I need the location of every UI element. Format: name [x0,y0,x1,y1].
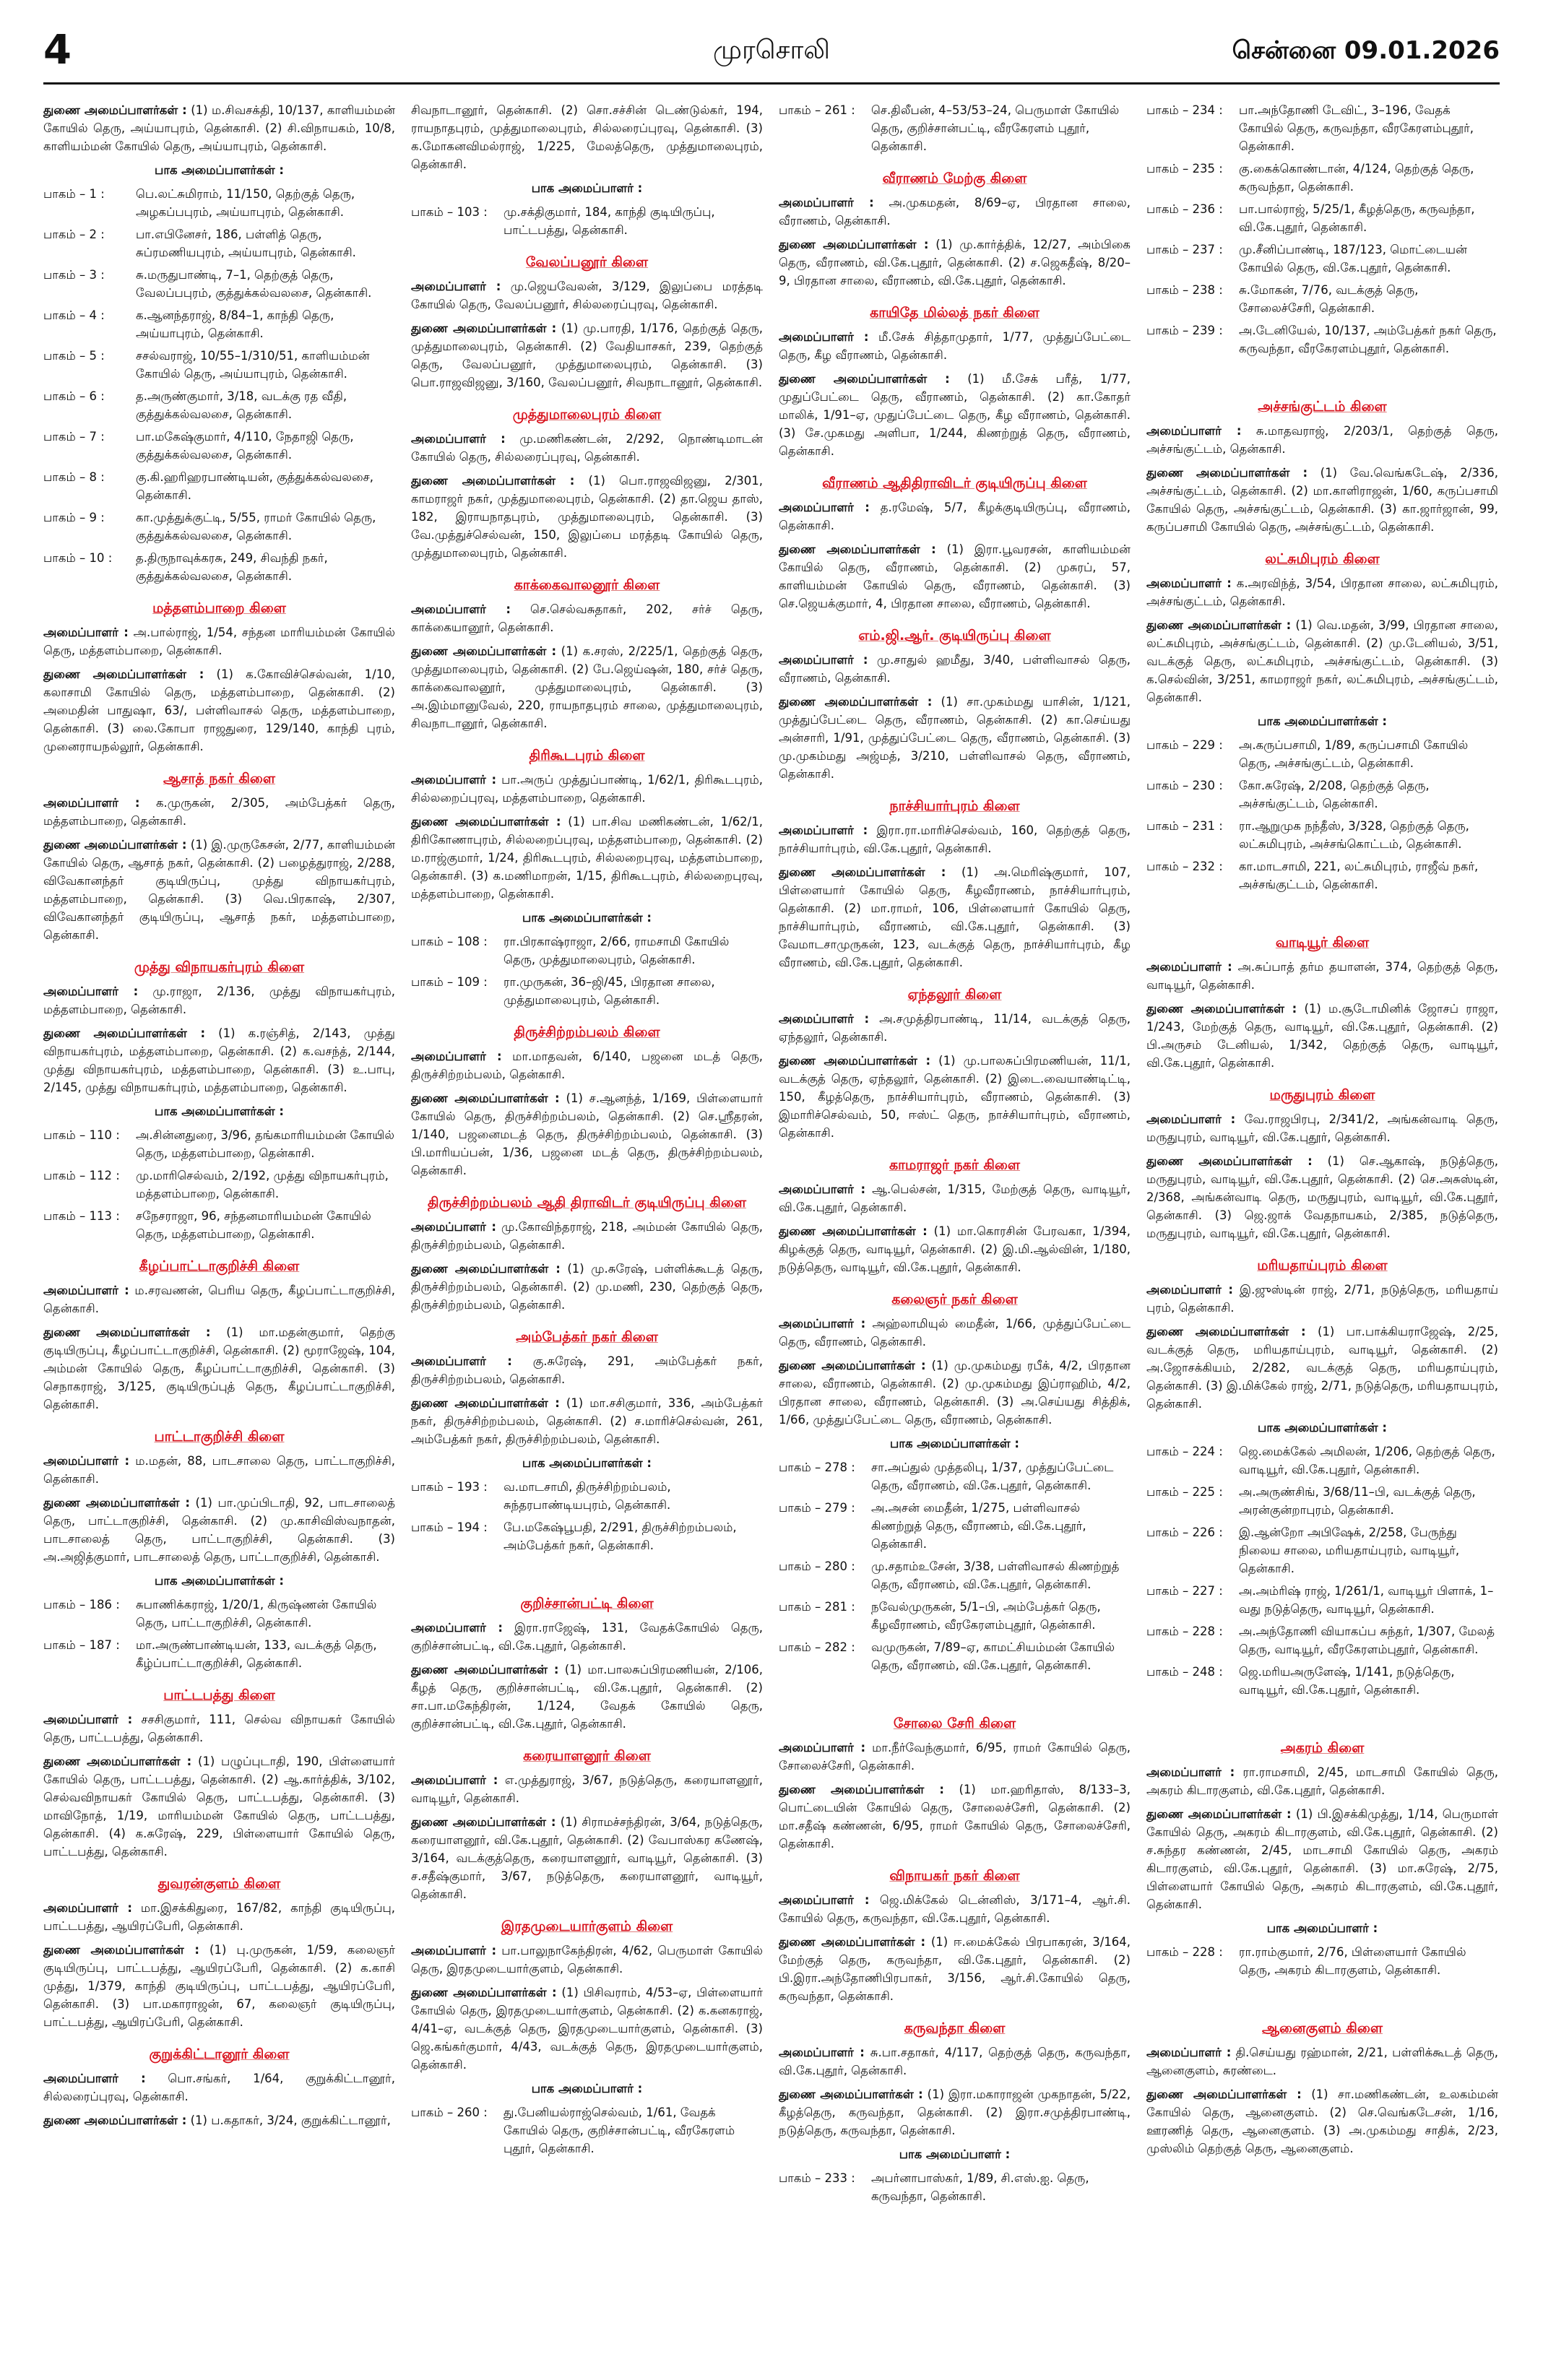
booth-incharge: த.திருநாவுக்கரசு, 249, சிவந்தி நகர், குத்துக்கல்வலசை, தென்காசி. [136,551,328,583]
paragraph: துணை அமைப்பாளர்கள் : (1) சா.முகம்மது யாசின், 1/121, முத்துப்பேட்டை தெரு, வீராணம், தென்காசி. (2) கா.செய்யது அன்சாரி, 1/91, முத்துப்பேட்டை தெரு, வீராணம், தென்காசி. (3) மு.முகம்மது அஜ்மத், 3/210, பள்ளிவாசல் தெரு, வீராணம், தென்காசி. [779,695,1131,781]
paragraph: அமைப்பாளர் : சசசிகுமார், 111, செல்வ விநாயகர் கோயில் தெரு, பாட்டபத்து, தென்காசி. [43,1713,395,1744]
page-header [43,20,1500,81]
branch-heading: ஆனைகுளம் கிளை [1262,2020,1383,2036]
paragraph: துணை அமைப்பாளர்கள் : (1) ச.ஆனந்த், 1/169, பிள்ளையார் கோயில் தெரு, திருச்சிற்றம்பலம், தென்காசி. (2) செ.ஸ்ரீதரன், 1/140, பஜனைமடத் தெரு, திருச்சிற்றம்பலம், தென்காசி. (3) பி.மாரியப்பன், 1/36, பஜனை மடத் தெரு, திருச்சிற்றம்பலம், தென்காசி. [411,1091,763,1177]
booth-number: பாகம் – 280 : [779,1559,855,1573]
booth-number: பாகம் – 226 : [1146,1526,1223,1539]
list-item [43,509,395,545]
paragraph: துணை அமைப்பாளர்கள் : (1) ம.சூடோமினிக் ஜோசப் ராஜா, 1/243, மேற்குத் தெரு, வாடியூர், வி.கே.புதூர், தென்காசி. (2) பி.அருசம் டேனியல், 1/342, தெற்குத் தெரு, வாடியூர், வி.கே.புதூர், தென்காசி. [1146,1002,1498,1070]
paragraph: அமைப்பாளர் : பொ.சங்கர், 1/64, குறுக்கிட்டானூர், சில்லரைப்புரவு, தென்காசி. [43,2072,395,2103]
booth-incharge: க.ஆனந்தராஜ், 8/84–1, காந்தி தெரு, அய்யாபுரம், தென்காசி. [136,308,334,340]
branch-heading: பாட்டபத்து கிளை [163,1687,275,1703]
page-number: 4 [43,27,72,74]
booth-incharge: பா.பால்ராஜ், 5/25/1, கீழத்தெரு, கருவந்தா, வி.கே.புதூர், தென்காசி. [1239,202,1475,234]
branch-heading: நாச்சியார்புரம் கிளை [889,798,1020,814]
article-columns [43,101,1500,2362]
paragraph: துணை அமைப்பாளர்கள் : (1) செ.ஆகாஷ், நடுத்தெரு, மருதுபுரம், வாடியூர், வி.கே.புதூர், தென்காசி. (2) செ.அசுஸ்டின், 2/368, அங்கன்வாடி தெரு, மருதுபுரம், வாடியூர், வி.கே.புதூர், தென்காசி. (3) ஜெ.ஜாக் வேதநாயகம், 2/385, நடுத்தெரு, மருதுபுரம், வாடியூர், வி.கே.புதூர், தென்காசி. [1146,1154,1498,1240]
paragraph: துணை அமைப்பாளர்கள் : (1) வே.வெங்கடேஷ், 2/336, அச்சங்குட்டம், தென்காசி. (2) மா.காளிராஜன், 1/60, கருப்பசாமி கோயில் தெரு, அச்சங்குட்டம், தென்காசி. (3) கா.ஜார்ஜான், 99, கருப்பசாமி கோயில் தெரு, அச்சங்குட்டம், தென்காசி. [1146,466,1498,534]
list-item [43,549,395,585]
booth-incharge: அ.அருண்சிங், 3/68/11–பி, வடக்குத் தெரு, அரன்குன்றாபுரம், தென்காசி. [1239,1485,1476,1517]
column-4 [1146,101,1498,2362]
list-item [1146,1442,1498,1479]
paragraph: துணை அமைப்பாளர்கள் : (1) இரா.பூவரசன், காளியம்மன் கோயில் தெரு, வீராணம், தென்காசி. (2) முசுரப், 57, காளியம்மன் கோயில் தெரு, வீராணம், தென்காசி. (3) செ.ஜெயக்குமார், 4, பிரதான சாலை, வீராணம், தென்காசி. [779,542,1131,610]
booth-incharge: வமுருகன், 7/89–ஏ, காமட்சியம்மன் கோயில் தெரு, வீராணம், வி.கே.புதூர், தென்காசி. [871,1640,1115,1672]
booth-incharge: அபர்னாபாஸ்கர், 1/89, சி.எஸ்.ஐ. தெரு, கருவந்தா, தென்காசி. [871,2171,1089,2203]
booth-number: பாகம் – 108 : [411,935,488,948]
paragraph: துணை அமைப்பாளர்கள் : (1) மா.மதன்குமார், தெற்கு குடியிருப்பு, கீழப்பாட்டாகுறிச்சி, தென்காசி. (2) மூராஜேஷ், 104, அம்மன் கோயில் தெரு, கீழப்பாட்டாகுறிச்சி, தென்காசி. (3) செநாகராஜ், 3/125, குடியிருப்புத் தெரு, கீழப்பாட்டாகுறிச்சி, தென்காசி. [43,1325,395,1411]
paragraph: அமைப்பாளர் : கு.சுரேஷ், 291, அம்பேத்கர் நகர், திருச்சிற்றம்பலம், தென்காசி. [411,1354,763,1386]
booth-number: பாகம் – 5 : [43,349,105,363]
list-item [43,266,395,302]
list-item [411,1478,763,1514]
booth-incharge: செ.திலீபன், 4–53/53–24, பெருமாள் கோயில் தெரு, குறிச்சான்பட்டி, வீரகேரளம் புதூர், தென்காசி. [871,103,1120,153]
paragraph: துணை அமைப்பாளர்கள் : (1) க.ரஞ்சித், 2/143, முத்து விநாயகர்புரம், மத்தளம்பாறை, தென்காசி. (2) க.வசந்த், 2/144, முத்து விநாயகர்புரம், மத்தளம்பாறை, தென்காசி. (3) உ.பாபு, 2/145, முத்து விநாயகர்புரம், மத்தளம்பாறை, தென்காசி. [43,1026,395,1094]
booth-incharge: பா.எபினேசர், 186, பள்ளித் தெரு, சுப்ரமணியபுரம், அய்யாபுரம், தென்காசி. [136,228,356,259]
list-item [1146,281,1498,317]
paragraph: அமைப்பாளர் : இரா.ரா.மாரிச்செல்வம், 160, தெற்குத் தெரு, நாச்சியார்புரம், வி.கே.புதூர், தென்காசி. [779,823,1131,855]
sub-heading: பாக அமைப்பாளர்கள் : [522,911,652,925]
booth-list [411,932,763,1009]
branch-heading: இரதமுடையார்குளம் கிளை [501,1918,673,1934]
paragraph: துணை அமைப்பாளர்கள் : (1) அ.மெரிஷ்குமார், 107, பிள்ளையார் கோயில் தெரு, கீழவீராணம், நாச்சியார்புரம், தென்காசி. (2) மா.ராமர், 106, பிள்ளையார் கோயில் தெரு, நாச்சியார்புரம், வீராணம், வி.கே.புதூர், தென்காசி. (3) வேமாடசாமுருகன், 123, வடக்குத் தெரு, நாச்சியார்புரம், கீழ வீராணம், வி.கே.புதூர், தென்காசி. [779,865,1131,969]
paragraph: அமைப்பாளர் : பா.பாலுநாகேந்திரன், 4/62, பெருமாள் கோயில் தெரு, இரதமுடையார்குளம், தென்காசி. [411,1944,763,1976]
paragraph: துணை அமைப்பாளர்கள் : (1) ஈ.மைக்கேல் பிரபாகரன், 3/164, மேற்குத் தெரு, கருவந்தா, வி.கே.புதூர், தென்காசி. (2) பி.இரா.அந்தோணிபிரபாகர், 3/156, ஆர்.சி.கோயில் தெரு, கருவந்தா, தென்காசி. [779,1935,1131,2003]
list-item [43,468,395,504]
booth-incharge: ரா.ராம்குமார், 2/76, பிள்ளையார் கோயில் தெரு, அகரம் கிடாரகுளம், தென்காசி. [1239,1945,1466,1977]
booth-number: பாகம் – 193 : [411,1480,488,1494]
spacer [1146,898,1498,919]
spacer [411,1559,763,1580]
list-item [1146,857,1498,893]
paragraph: சிவநாடானூர், தென்காசி. (2) சொ.சச்சின் டெண்டுல்கர், 194, ராயநாதபுரம், முத்துமாலைபுரம், சில்லரைப்புரவு, தென்காசி. (3) க.மோகனவிமல்ராஜ், 1/225, மேலத்தெரு, முத்துமாலைபுரம், தென்காசி. [411,103,763,171]
booth-incharge: பெ.லட்சுமிராம், 11/150, தெற்குத் தெரு, அழகப்பபுரம், அய்யாபுரம், தென்காசி. [136,187,355,219]
list-item [779,1557,1131,1593]
booth-number: பாகம் – 9 : [43,511,105,524]
column-3 [779,101,1131,2362]
paragraph: அமைப்பாளர் : மு.கோவிந்தராஜ், 218, அம்மன் கோயில் தெரு, திருச்சிற்றம்பலம், தென்காசி. [411,1220,763,1252]
list-item [779,2169,1131,2205]
paragraph: துணை அமைப்பாளர்கள் : (1) ப.கதாகர், 3/24, குறுக்கிட்டானூர், [43,2113,391,2127]
branch-heading: வீராணம் மேற்கு கிளை [882,170,1027,186]
list-item [1146,1622,1498,1658]
paragraph: துணை அமைப்பாளர்கள் : (1) க.சரஸ், 2/225/1, தெற்குத் தெரு, முத்துமாலைபுரம், தென்காசி. (2) பே.ஜெய்ஷன், 180, சர்ச் தெரு, காக்கைவாலனூர், முத்துமாலைபுரம், தென்காசி. (3) அ.இம்மானுவேல், 220, ராயநாதபுரம் சாலை, முத்துமாலைபுரம், சிவநாடானூர், தென்காசி. [411,644,763,730]
booth-number: பாகம் – 103 : [411,205,488,219]
booth-incharge: அ.டேனியேல், 10/137, அம்பேத்கர் நகர் தெரு, கருவந்தா, வீரகேரளம்புதூர், தென்காசி. [1239,324,1497,355]
list-item [43,185,395,221]
branch-heading: மருதுபுரம் கிளை [1269,1087,1375,1103]
booth-incharge: கோ.சுரேஷ், 2/208, தெற்குத் தெரு, அச்சங்குட்டம், தென்காசி. [1239,779,1430,810]
paragraph: அமைப்பாளர் : மா.மாதவன், 6/140, பஜனை மடத் தெரு, திருச்சிற்றம்பலம், தென்காசி. [411,1050,763,1081]
booth-number: பாகம் – 238 : [1146,283,1223,297]
paragraph: அமைப்பாளர் : ம.சரவணன், பெரிய தெரு, கீழப்பாட்டாகுறிச்சி, தென்காசி. [43,1284,395,1315]
branch-heading: கரையாளனூர் கிளை [523,1748,651,1764]
booth-incharge: த.அருண்குமார், 3/18, வடக்கு ரத வீதி, குத்துக்கல்வலசை, தென்காசி. [136,389,347,421]
branch-heading: விநாயகர் நகர் கிளை [889,1868,1020,1884]
list-item [779,1638,1131,1674]
paragraph: அமைப்பாளர் : மு.சாதுல் ஹமீது, 3/40, பள்ளிவாசல் தெரு, வீராணம், தென்காசி. [779,653,1131,685]
paragraph: துணை அமைப்பாளர்கள் : (1) மா.சசிகுமார், 336, அம்பேத்கர் நகர், திருச்சிற்றம்பலம், தென்காசி. (2) ச.மாரிச்செல்வன், 261, அம்பேத்கர் நகர், திருச்சிற்றம்பலம், தென்காசி. [411,1396,763,1446]
branch-heading: குறிச்சான்பட்டி கிளை [520,1596,654,1611]
list-item [411,932,763,969]
booth-list [1146,1943,1498,1979]
sub-heading: பாக அமைப்பாளர் : [531,2082,643,2095]
booth-incharge: பா.மகேஷ்குமார், 4/110, நேதாஜி தெரு, குத்துக்கல்வலசை, தென்காசி. [136,430,354,462]
column-1 [43,101,395,2362]
spacer [779,1679,1131,1700]
booth-incharge: கு.கைக்கொண்டான், 4/124, தெற்குத் தெரு, கருவந்தா, தென்காசி. [1239,162,1474,194]
list-item [43,1596,395,1632]
booth-list [779,101,1131,155]
booth-number: பாகம் – 187 : [43,1638,120,1652]
booth-incharge: ரா.ஆறுமுக நந்தீஸ், 3/328, தெற்குத் தெரு, லட்சுமிபுரம், அச்சங்கொட்டம், தென்காசி. [1239,819,1469,851]
paragraph: துணை அமைப்பாளர்கள் : (1) மு.பாரதி, 1/176, தெற்குத் தெரு, முத்துமாலைபுரம், தென்காசி. (2) வேதியாசகர், 239, தெற்குத் தெரு, வேலப்பனூர், முத்துமாலைபுரம், தென்காசி. (3) பொ.ராஜவிஜனு, 3/160, வேலப்பனூர், சிவநாடானூர், தென்காசி. [411,321,763,389]
spacer [1146,362,1498,384]
paragraph: துணை அமைப்பாளர்கள் : (1) மா.பாலசுப்பிரமணியன், 2/106, கீழத் தெரு, குறிச்சான்பட்டி, வி.கே.புதூர், தென்காசி. (2) சா.பா.மகேந்திரன், 1/124, வேதக் கோயில் தெரு, குறிச்சான்பட்டி, வி.கே.புதூர், தென்காசி. [411,1663,763,1731]
newspaper-name: முரசொலி [713,35,830,65]
paragraph: அமைப்பாளர் : மா.நீர்வேந்குமார், 6/95, ராமர் கோயில் தெரு, சோலைச்சேரி, தென்காசி. [779,1741,1131,1773]
paragraph: துணை அமைப்பாளர்கள் : (1) பா.பாக்கியராஜேஷ், 2/25, வடக்குத் தெரு, மரியதாய்புரம், வாடியூர், தென்காசி. (2) அ.ஜோசக்கியம், 2/282, வடக்குத் தெரு, மரியதாய்புரம், தென்காசி. (3) இ.மிக்கேல் ராஜ், 2/71, நடுத்தெரு, மரியதாயபுரம், தென்காசி. [1146,1325,1498,1411]
branch-heading: குறுக்கிட்டானூர் கிளை [149,2046,290,2062]
paragraph: துணை அமைப்பாளர்கள் : (1) பழுப்புடாதி, 190, பிள்ளையார் கோயில் தெரு, பாட்டபத்து, தென்காசி. (2) ஆ.கார்த்திக், 3/102, செல்வவிநாயகர் கோயில் தெரு, பாட்டபத்து, தென்காசி. (3) மாவிநோத், 1/19, மாரியம்மன் கோயில் தெரு, பாட்டபத்து, தென்காசி. (4) க.சுரேஷ், 229, பிள்ளையார் கோயில் தெரு, பாட்டபத்து, தென்காசி. [43,1754,395,1858]
list-item [1146,1582,1498,1618]
paragraph: துணை அமைப்பாளர்கள் : (1) வெ.மதன், 3/99, பிரதான சாலை, லட்சுமிபுரம், அச்சங்குட்டம், தென்காசி. (2) மு.டேனியல், 3/51, வடக்குத் தெரு, லட்சுமிபுரம், அச்சங்குட்டம், தென்காசி. (3) க.செல்வின், 3/251, காமராஜர் நகர், லட்சுமிபுரம், அச்சங்குட்டம், தென்காசி. [1146,618,1498,704]
paragraph: அமைப்பாளர் : வே.ராஜபிரபு, 2/341/2, அங்கன்வாடி தெரு, மருதுபுரம், வாடியூர், வி.கே.புதூர், தென்காசி. [1146,1112,1498,1144]
spacer [1146,1703,1498,1725]
sub-heading: பாக அமைப்பாளர் : [899,2147,1011,2161]
branch-heading: துவரன்குளம் கிளை [157,1876,281,1892]
list-item [1146,160,1498,196]
dateline: சென்னை 09.01.2026 [1232,36,1500,65]
booth-incharge: அ.அசன் மைதீன், 1/275, பள்ளிவாசல் கிணற்றுத் தெரு, வீராணம், வி.கே.புதூர், தென்காசி. [871,1501,1086,1551]
booth-number: பாகம் – 113 : [43,1209,120,1223]
paragraph: துணை அமைப்பாளர்கள் : (1) க.கோவிச்செல்வன், 1/10, கலாசாமி கோயில் தெரு, மத்தளம்பாறை, தென்காசி. (2) அமைதின் பாதுஷா, 63/, பள்ளிவாசல் தெரு, மத்தளம்பாறை, தென்காசி. (3) லை.கோபா ராஜதுரை, 129/140, காந்தி புரம், முனைராயநல்லூர், தென்காசி. [43,667,395,753]
paragraph: அமைப்பாளர் : மா.இசக்கிதுரை, 167/82, காந்தி குடியிருப்பு, பாட்டபத்து, ஆயிரப்பேரி, தென்காசி. [43,1901,395,1933]
branch-heading: ஆசாத் நகர் கிளை [163,771,276,787]
booth-list [411,2103,763,2158]
paragraph: துணை அமைப்பாளர்கள் : (1) மு.சுரேஷ், பள்ளிக்கூடத் தெரு, திருச்சிற்றம்பலம், தென்காசி. (2) மு.மணி, 230, தெற்குத் தெரு, திருச்சிற்றம்பலம், தென்காசி. [411,1262,763,1312]
paragraph: அமைப்பாளர் : த.ரமேஷ், 5/7, கீழக்குடியிருப்பு, வீராணம், தென்காசி. [779,501,1131,532]
booth-incharge: இ.ஆன்றோ அபிஷேக், 2/258, பேருந்து நிலைய சாலை, மரியதாய்புரம், வாடியூர், தென்காசி. [1239,1526,1460,1575]
branch-heading: காமராஜர் நகர் கிளை [889,1157,1021,1173]
paragraph: அமைப்பாளர் : ஆ.பெல்சன், 1/315, மேற்குத் தெரு, வாடியூர், வி.கே.புதூர், தென்காசி. [779,1182,1131,1214]
booth-number: பாகம் – 229 : [1146,738,1223,752]
sub-heading: பாக அமைப்பாளர்கள் : [155,163,284,177]
booth-number: பாகம் – 231 : [1146,819,1223,833]
list-item [1146,776,1498,813]
branch-heading: வீராணம் ஆதிதிராவிடர் குடியிருப்பு கிளை [822,475,1087,491]
booth-list [779,2169,1131,2205]
list-item [1146,736,1498,772]
paragraph: அமைப்பாளர் : மு.ராஜா, 2/136, முத்து விநாயகர்புரம், மத்தளம்பாறை, தென்காசி. [43,985,395,1016]
booth-number: பாகம் – 2 : [43,228,105,241]
paragraph: துணை அமைப்பாளர்கள் : (1) சா.மணிகண்டன், உலகம்மன் கோயில் தெரு, ஆனைகுளம். (2) செ.வெங்கடேசன், 1/16, ஊரணித் தெரு, ஆனைகுளம். (3) அ.முகம்மது சாதிக், 2/23, முஸ்லிம் தெற்குத் தெரு, ஆனைகுளம். [1146,2087,1498,2155]
list-item [43,1167,395,1203]
paragraph: அமைப்பாளர் : சு.பா.சதாகர், 4/117, தெற்குத் தெரு, கருவந்தா, வி.கே.புதூர், தென்காசி. [779,2046,1131,2077]
list-item [1146,817,1498,853]
booth-incharge: மு.சக்திகுமார், 184, காந்தி குடியிருப்பு, பாட்டபத்து, தென்காசி. [503,205,715,237]
paragraph: துணை அமைப்பாளர்கள் : (1) மா.கொரசின் பேரவகா, 1/394, கிழக்குத் தெரு, வாடியூர், தென்காசி. (2) இ.மி.ஆல்வின், 1/180, நடுத்தெரு, வாடியூர், வி.கே.புதூர், தென்காசி. [779,1224,1131,1274]
sub-heading: பாக அமைப்பாளர்கள் : [155,1574,284,1588]
booth-list [779,1458,1131,1674]
booth-number: பாகம் – 248 : [1146,1665,1223,1679]
booth-incharge: ரா.முருகன், 36–ஜி/45, பிரதான சாலை, முத்துமாலைபுரம், தென்காசி. [503,975,715,1007]
branch-heading: ஏந்தலூர் கிளை [907,987,1002,1003]
booth-incharge: கு.கி.ஹரிஹரபாண்டியன், குத்துக்கல்வலசை, தென்காசி. [136,470,373,502]
booth-number: பாகம் – 194 : [411,1520,488,1534]
paragraph: அமைப்பாளர் : மு.ஜெயவேலன், 3/129, இலுப்பை மரத்தடி கோயில் தெரு, வேலப்பனூர், சில்லரைப்புரவு, தென்காசி. [411,280,763,311]
booth-incharge: மு.சதாம்உசேன், 3/38, பள்ளிவாசல் கிணற்றுத் தெரு, வீராணம், வி.கே.புதூர், தென்காசி. [871,1559,1120,1591]
list-item [779,1598,1131,1634]
branch-heading: வேலப்பனூர் கிளை [525,254,649,270]
booth-number: பாகம் – 260 : [411,2106,488,2119]
list-item [1146,1943,1498,1979]
booth-number: பாகம் – 237 : [1146,243,1223,256]
booth-incharge: சு.மோகன், 7/76, வடக்குத் தெரு, சோலைச்சேரி, தென்காசி. [1239,283,1419,315]
booth-incharge: பே.மகேஷ்பூபதி, 2/291, திருச்சிற்றம்பலம், அம்பேத்கர் நகர், தென்காசி. [503,1520,737,1552]
branch-heading: மரியதாய்புரம் கிளை [1257,1258,1388,1273]
booth-number: பாகம் – 228 : [1146,1945,1223,1959]
branch-heading: திருச்சிற்றம்பலம் ஆதி திராவிடர் குடியிருப்பு கிளை [428,1195,746,1211]
paragraph: துணை அமைப்பாளர்கள் : (1) பா.முப்பிடாதி, 92, பாடசாலைத் தெரு, பாட்டாகுறிச்சி, தென்காசி. (2) மு.காசிவிஸ்வநாதன், பாடசாலைத் தெரு, பாட்டாகுறிச்சி, தென்காசி. (3) அ.அஜித்குமார், பாடசாலைத் தெரு, பாட்டாகுறிச்சி, தென்காசி. [43,1496,395,1564]
paragraph: அமைப்பாளர் : க.அரவிந்த், 3/54, பிரதான சாலை, லட்சுமிபுரம், அச்சங்குட்டம், தென்காசி. [1146,576,1498,608]
booth-number: பாகம் – 3 : [43,268,105,282]
booth-number: பாகம் – 112 : [43,1169,120,1182]
branch-heading: திருச்சிற்றம்பலம் கிளை [514,1024,660,1040]
branch-heading: காயிதே மில்லத் நகர் கிளை [870,305,1040,321]
booth-number: பாகம் – 10 : [43,551,113,565]
booth-number: பாகம் – 227 : [1146,1584,1223,1598]
booth-incharge: அ.அம்ரிஷ் ராஜ், 1/261/1, வாடியூர் பிளாக், 1–வது நடுத்தெரு, வாடியூர், தென்காசி. [1239,1584,1494,1616]
booth-incharge: சுபாணிக்கராஜ், 1/20/1, கிருஷ்ணன் கோயில் தெரு, பாட்டாகுறிச்சி, தென்காசி. [136,1598,377,1630]
paragraph: அமைப்பாளர் : க.முருகன், 2/305, அம்பேத்கர் தெரு, மத்தளம்பாறை, தென்காசி. [43,796,395,828]
paragraph: துணை அமைப்பாளர்கள் : (1) பு.முருகன், 1/59, கலைஞர் குடியிருப்பு, பாட்டபத்து, ஆயிரப்பேரி, தென்காசி. (2) க.காசி முத்து, 1/379, காந்தி குடியிருப்பு, பாட்டபத்து, ஆயிரப்பேரி, தென்காசி. (3) பா.மகாராஜன், 67, கலைஞர் குடியிருப்பு, பாட்டபத்து, ஆயிரப்பேரி, தென்காசி. [43,1943,395,2029]
booth-number: பாகம் – 281 : [779,1600,855,1614]
paragraph: அமைப்பாளர் : அஹ்லாமியுல் மைதீன், 1/66, முத்துப்பேட்டை தெரு, வீராணம், தென்காசி. [779,1317,1131,1349]
booth-number: பாகம் – 239 : [1146,324,1223,337]
booth-list [43,185,395,585]
paragraph: துணை அமைப்பாளர்கள் : (1) ம.சிவசக்தி, 10/137, காளியம்மன் கோயில் தெரு, அய்யாபுரம், தென்காசி. (2) சி.விநாயகம், 10/8, காளியம்மன் கோயில் தெரு, அய்யாபுரம், தென்காசி. [43,103,395,153]
sub-heading: பாக அமைப்பாளர்கள் : [1258,714,1387,728]
branch-heading: கருவந்தா கிளை [904,2020,1006,2036]
booth-number: பாகம் – 261 : [779,103,855,117]
booth-list [43,1596,395,1672]
list-item [1146,241,1498,277]
branch-heading: அச்சங்குட்டம் கிளை [1258,399,1387,415]
booth-incharge: ஜெ.மைக்கேல் அமிலன், 1/206, தெற்குத் தெரு, வாடியூர், வி.கே.புதூர், தென்காசி. [1239,1445,1495,1476]
branch-heading: கீழப்பாட்டாகுறிச்சி கிளை [139,1258,300,1274]
sub-heading: பாக அமைப்பாளர்கள் : [522,1456,652,1470]
spacer [1146,1983,1498,2005]
sub-heading: பாக அமைப்பாளர்கள் : [1258,1421,1387,1435]
booth-number: பாகம் – 234 : [1146,103,1223,117]
booth-number: பாகம் – 233 : [779,2171,855,2185]
list-item [779,1458,1131,1494]
booth-incharge: ஜெ.மரியஅருளேஷ், 1/141, நடுத்தெரு, வாடியூர், வி.கே.புதூர், தென்காசி. [1239,1665,1455,1697]
paragraph: துணை அமைப்பாளர்கள் : (1) மீ.சேக் பரீத், 1/77, முதுப்பேட்டை தெரு, வீராணம், தென்காசி. (2) கா.கோதர் மாலிக், 1/91–ஏ, முதுப்பேட்டை தெரு, கீழ வீராணம், தென்காசி. (3) சே.முகமது அளிபா, 1/244, கிணற்றுத் தெரு, வீராணம், தென்காசி. [779,372,1131,458]
booth-incharge: அ.கருப்பசாமி, 1/89, கருப்பசாமி கோயில் தெரு, அச்சங்குட்டம், தென்காசி. [1239,738,1469,770]
paragraph: அமைப்பாளர் : அ.சுப்பாத் தர்ம தயாளன், 374, தெற்குத் தெரு, வாடியூர், தென்காசி. [1146,960,1498,992]
booth-incharge: பா.அந்தோணி டேவிட், 3–196, வேதக் கோயில் தெரு, கருவந்தா, வீரகேரளம்புதூர், தென்காசி. [1239,103,1474,153]
list-item [43,1207,395,1243]
branch-heading: முத்து விநாயகர்புரம் கிளை [134,959,305,975]
booth-number: பாகம் – 1 : [43,187,105,201]
booth-number: பாகம் – 232 : [1146,860,1223,873]
list-item [411,1518,763,1554]
booth-list [43,1126,395,1243]
paragraph: அமைப்பாளர் : எ.முத்துராஜ், 3/67, நடுத்தெரு, கரையாளனூர், வாடியூர், தென்காசி. [411,1773,763,1805]
paragraph: துணை அமைப்பாளர்கள் : (1) பொ.ராஜவிஜனு, 2/301, காமராஜர் நகர், முத்துமாலைபுரம், தென்காசி. (2) தா.ஜெய தாஸ், 182, இராயநாதபுரம், முத்துமாலைபுரம், தென்காசி. (3) வே.முத்துச்செல்வன், 150, இலுப்பை மரத்தடி கோயில் தெரு, முத்துமாலைபுரம், தென்காசி. [411,474,763,560]
paragraph: அமைப்பாளர் : அ.சமுத்திரபாண்டி, 11/14, வடக்குத் தெரு, ஏந்தலூர், தென்காசி. [779,1012,1131,1044]
booth-incharge: சா.அப்துல் முத்தலிபு, 1/37, முத்துப்பேட்டை தெரு, வீராணம், வி.கே.புதூர், தென்காசி. [871,1461,1114,1492]
paragraph: துணை அமைப்பாளர்கள் : (1) பா.சிவ மணிகண்டன், 1/62/1, திரிகோணாபுரம், சில்லறைப்புரவு, மத்தளம்பாறை, தென்காசி. (2) ம.ராஜ்குமார், 1/24, திரிகூடபுரம், சில்லறைபுரவு, மத்தளம்பாறை, தென்காசி. (3) க.மணிமாறன், 1/15, திரிகூடபுரம், சில்லறைபுரவு, மத்தளம்பாறை, தென்காசி. [411,815,763,901]
booth-number: பாகம் – 225 : [1146,1485,1223,1499]
booth-number: பாகம் – 4 : [43,308,105,322]
paragraph: துணை அமைப்பாளர்கள் : (1) மு.முகம்மது ரபீக், 4/2, பிரதான சாலை, வீராணம், தென்காசி. (2) மு.முகம்மது இப்ராஹிம், 4/2, பிரதான சாலை, வீராணம், தென்காசி. (3) அ.செய்யது சித்திக், 1/66, முத்துப்பேட்டை தெரு, வீராணம், தென்காசி. [779,1359,1131,1427]
list-item [43,225,395,261]
paragraph: துணை அமைப்பாளர்கள் : (1) மு.பாலசுப்பிரமணியன், 11/1, வடக்குத் தெரு, ஏந்தலூர், தென்காசி. (2) இடை.வையாண்டிட்டி, 150, கீழத்தெரு, நாச்சியார்புரம், வீராணம், தென்காசி. (3) இமாரிச்செல்வம், 50, ஈஸ்ட் தெரு, நாச்சியார்புரம், வீராணம், தென்காசி. [779,1054,1131,1140]
paragraph: துணை அமைப்பாளர்கள் : (1) சிராமச்சந்திரன், 3/64, நடுத்தெரு, கரையாளனூர், வி.கே.புதூர், தென்காசி. (2) வேபாஸ்கர கணேஷ், 3/164, வடக்குத்தெரு, கரையாளனூர், வாடியூர், தென்காசி. (3) ச.சதீஷ்குமார், 3/67, நடுத்தெரு, கரையாளனூர், வாடியூர், தென்காசி. [411,1815,763,1901]
booth-incharge: மு.சீனிப்பாண்டி, 187/123, மொட்டையன் கோயில் தெரு, வி.கே.புதூர், தென்காசி. [1239,243,1468,274]
paragraph: அமைப்பாளர் : அ.பால்ராஜ், 1/54, சந்தன மாரியம்மன் கோயில் தெரு, மத்தளம்பாறை, தென்காசி. [43,626,395,657]
booth-incharge: மு.மாரிசெல்வம், 2/192, முத்து விநாயகர்புரம், மத்தளம்பாறை, தென்காசி. [136,1169,389,1200]
booth-list [1146,1442,1498,1699]
sub-heading: பாக அமைப்பாளர்கள் : [890,1437,1019,1450]
paragraph: அமைப்பாளர் : செ.செல்வசுதாகர், 202, சர்ச் தெரு, காக்கையானூர், தென்காசி. [411,602,763,634]
booth-number: பாகம் – 236 : [1146,202,1223,216]
booth-number: பாகம் – 186 : [43,1598,120,1611]
paragraph: அமைப்பாளர் : அ.முகமதன், 8/69–ஏ, பிரதான சாலை, வீராணம், தென்காசி. [779,196,1131,228]
paragraph: அமைப்பாளர் : சு.மாதவராஜ், 2/203/1, தெற்குத் தெரு, அச்சங்குட்டம், தென்காசி. [1146,424,1498,456]
booth-number: பாகம் – 6 : [43,389,105,403]
sub-heading: பாக அமைப்பாளர் : [531,181,643,195]
sub-heading: பாக அமைப்பாளர் : [1266,1921,1378,1935]
paragraph: அமைப்பாளர் : மு.மணிகண்டன், 2/292, நொண்டிமாடன் கோயில் தெரு, சில்லரைப்புரவு, தென்காசி. [411,432,763,464]
paragraph: அமைப்பாளர் : ஜெ.மிக்கேல் டென்னிஸ், 3/171–4, ஆர்.சி. கோயில் தெரு, கருவந்தா, வி.கே.புதூர், தென்காசி. [779,1893,1131,1925]
booth-number: பாகம் – 7 : [43,430,105,443]
paragraph: துணை அமைப்பாளர்கள் : (1) மு.கார்த்திக், 12/27, அம்பிகை தெரு, வீராணம், வி.கே.புதூர், தென்காசி. (2) ச.ஜெகதீஷ், 8/20–9, பிரதான சாலை, வீராணம், வி.கே.புதூர், தென்காசி. [779,238,1131,287]
booth-incharge: து.பேனியல்ராஜ்செல்வம், 1/61, வேதக் கோயில் தெரு, குறிச்சான்பட்டி, வீரகேரளம் புதூர், தென்காசி. [503,2106,735,2155]
booth-list [411,1478,763,1554]
branch-heading: அகரம் கிளை [1280,1740,1365,1756]
list-item [411,973,763,1009]
booth-number: பாகம் – 282 : [779,1640,855,1654]
branch-heading: திரிகூடபுரம் கிளை [529,748,645,763]
branch-heading: பாட்டாகுறிச்சி கிளை [154,1429,285,1445]
list-item [411,203,763,239]
booth-list [411,203,763,239]
paragraph: அமைப்பாளர் : தி.செய்யது ரஹ்மான், 2/21, பள்ளிக்கூடத் தெரு, ஆனைகுளம், சுரண்டை. [1146,2046,1498,2077]
paragraph: அமைப்பாளர் : இரா.ராஜேஷ், 131, வேதக்கோயில் தெரு, குறிச்சான்பட்டி, வி.கே.புதூர், தென்காசி. [411,1621,763,1653]
list-item [779,1499,1131,1553]
booth-number: பாகம் – 279 : [779,1501,855,1515]
paragraph: துணை அமைப்பாளர்கள் : (1) மா.ஹரிதாஸ், 8/133–3, பொட்டையின் கோயில் தெரு, சோலைச்சேரி, தென்காசி. (2) மா.சதீஷ் கண்ணன், 6/95, ராமர் கோயில் தெரு, சோலைச்சேரி, தென்காசி. [779,1783,1131,1851]
booth-incharge: ரா.பிரகாஷ்ராஜா, 2/66, ராமசாமி கோயில் தெரு, முத்துமாலைபுரம், தென்காசி. [503,935,730,966]
booth-number: பாகம் – 235 : [1146,162,1223,176]
branch-heading: முத்துமாலைபுரம் கிளை [512,407,662,423]
column-2 [411,101,763,2362]
booth-list [1146,736,1498,893]
booth-number: பாகம் – 110 : [43,1128,120,1142]
branch-heading: மத்தளம்பாறை கிளை [152,600,286,616]
branch-heading: சோலை சேரி கிளை [893,1715,1016,1731]
booth-incharge: நவேல்முருகன், 5/1–பி, அம்பேத்கர் தெரு, கீழவீராணம், வீரகேரளம்புதூர், தென்காசி. [871,1600,1101,1632]
booth-incharge: அ.அந்தோணி வியாகப்ப சுந்தர், 1/307, மேலத் தெரு, வாடியூர், வீரகேரளம்புதூர், தென்காசி. [1239,1624,1495,1656]
booth-incharge: அ.சின்னதுரை, 3/96, தங்கமாரியம்மன் கோயில் தெரு, மத்தளம்பாறை, தென்காசி. [136,1128,394,1160]
paragraph: அமைப்பாளர் : ரா.ராமசாமி, 2/45, மாடசாமி கோயில் தெரு, அகரம் கிடாரகுளம், வி.கே.புதூர், தென்காசி. [1146,1765,1498,1797]
booth-incharge: வ.மாடசாமி, திருச்சிற்றம்பலம், சுந்தரபாண்டியபுரம், தென்காசி. [503,1480,671,1512]
list-item [43,1636,395,1672]
branch-heading: எம்.ஜி.ஆர். குடியிருப்பு கிளை [858,628,1051,644]
booth-number: பாகம் – 109 : [411,975,488,989]
booth-number: பாகம் – 228 : [1146,1624,1223,1638]
paragraph: துணை அமைப்பாளர்கள் : (1) இ.முருகேசன், 2/77, காளியம்மன் கோயில் தெரு, ஆசாத் நகர், தென்காசி. (2) பழைத்துராஜ், 2/288, விவேகானந்தர் குடியிருப்பு, முத்து விநாயகர்புரம், மத்தளம்பாறை, தென்காசி. (3) வெ.பிரகாஷ், 2/307, விவேகானந்தர் குடியிருப்பு, ஆசாத் நகர், மத்தளம்பாறை, தென்காசி. [43,838,395,942]
list-item [43,1126,395,1162]
paragraph: துணை அமைப்பாளர்கள் : (1) பிசிவராம், 4/53–ஏ, பிள்ளையார் கோயில் தெரு, இரதமுடையார்குளம், தென்காசி. (2) க.கனகராஜ், 4/41–ஏ, வடக்குத் தெரு, இரதமுடையார்குளம், தென்காசி. (3) ஜெ.கங்கர்குமார், 4/43, வடக்குத் தெரு, இரதமுடையார்குளம், தென்காசி. [411,1986,763,2072]
paragraph: துணை அமைப்பாளர்கள் : (1) இரா.மகாராஜன் முகநாதன், 5/22, கீழத்தெரு, கருவந்தா, தென்காசி. (2) இரா.சமுத்திரபாண்டி, நடுத்தெரு, கருவந்தா, தென்காசி. [779,2087,1131,2137]
list-item [411,2103,763,2158]
branch-heading: காக்கைவாலனூர் கிளை [514,577,660,593]
paragraph: அமைப்பாளர் : பா.அருப் முத்துப்பாண்டி, 1/62/1, திரிகூடபுரம், சில்லறைப்புரவு, மத்தளம்பாறை, தென்காசி. [411,773,763,805]
list-item [1146,321,1498,358]
booth-list [1146,101,1498,358]
branch-heading: லட்சுமிபுரம் கிளை [1265,551,1380,567]
list-item [1146,1663,1498,1699]
list-item [43,347,395,383]
list-item [1146,200,1498,236]
branch-heading: கலைஞர் நகர் கிளை [891,1291,1018,1307]
branch-heading: அம்பேத்கர் நகர் கிளை [516,1329,658,1345]
list-item [1146,1483,1498,1519]
branch-heading: வாடியூர் கிளை [1275,935,1370,951]
booth-incharge: சநேசராஜா, 96, சந்தனமாரியம்மன் கோயில் தெரு, மத்தளம்பாறை, தென்காசி. [136,1209,371,1241]
paragraph: அமைப்பாளர் : இ.ஜுஸ்டின் ராஜ், 2/71, நடுத்தெரு, மரியதாய் புரம், தென்காசி. [1146,1283,1498,1315]
booth-incharge: கா.முத்துக்குட்டி, 5/55, ராமர் கோயில் தெரு, குத்துக்கல்வலசை, தென்காசி. [136,511,376,542]
paragraph: அமைப்பாளர் : மீ.சேக் சித்தாமுதார், 1/77, முத்துப்பேட்டை தெரு, கீழ வீராணம், தென்காசி. [779,330,1131,362]
header-rule [43,82,1500,85]
booth-number: பாகம் – 230 : [1146,779,1223,792]
booth-incharge: மா.அருண்பாண்டியன், 133, வடக்குத் தெரு, கீழ்ப்பாட்டாகுறிச்சி, தென்காசி. [136,1638,377,1670]
booth-number: பாகம் – 278 : [779,1461,855,1474]
list-item [43,387,395,423]
booth-incharge: கா.மாடசாமி, 221, லட்சுமிபுரம், ராஜீவ் நகர், அச்சங்குட்டம், தென்காசி. [1239,860,1479,891]
booth-incharge: சசல்வராஜ், 10/55–1/310/51, காளியம்மன் கோயில் தெரு, அய்யாபுரம், தென்காசி. [136,349,370,381]
paragraph: அமைப்பாளர் : ம.மதன், 88, பாடசாலை தெரு, பாட்டாகுறிச்சி, தென்காசி. [43,1454,395,1486]
list-item [779,101,1131,155]
sub-heading: பாக அமைப்பாளர்கள் : [155,1104,284,1118]
list-item [1146,101,1498,155]
booth-number: பாகம் – 224 : [1146,1445,1223,1458]
list-item [1146,1523,1498,1578]
list-item [43,306,395,342]
list-item [43,428,395,464]
booth-number: பாகம் – 8 : [43,470,105,484]
booth-incharge: சு.மருதுபாண்டி, 7–1, தெற்குத் தெரு, வேலப்பபுரம், குத்துக்கல்வலசை, தென்காசி. [136,268,372,300]
paragraph: துணை அமைப்பாளர்கள் : (1) பி.இசக்கிமுத்து, 1/14, பெருமாள் கோயில் தெரு, அகரம் கிடாரகுளம், வி.கே.புதூர், தென்காசி. (2) ச.சுந்தர கண்ணன், 2/45, மாடசாமி கோயில் தெரு, அகரம் கிடாரகுளம், வி.கே.புதூர், தென்காசி. (3) மா.சுரேஷ், 2/75, பிள்ளையார் கோயில் தெரு, அகரம் கிடாரகுளம், வி.கே.புதூர், தென்காசி. [1146,1807,1498,1911]
